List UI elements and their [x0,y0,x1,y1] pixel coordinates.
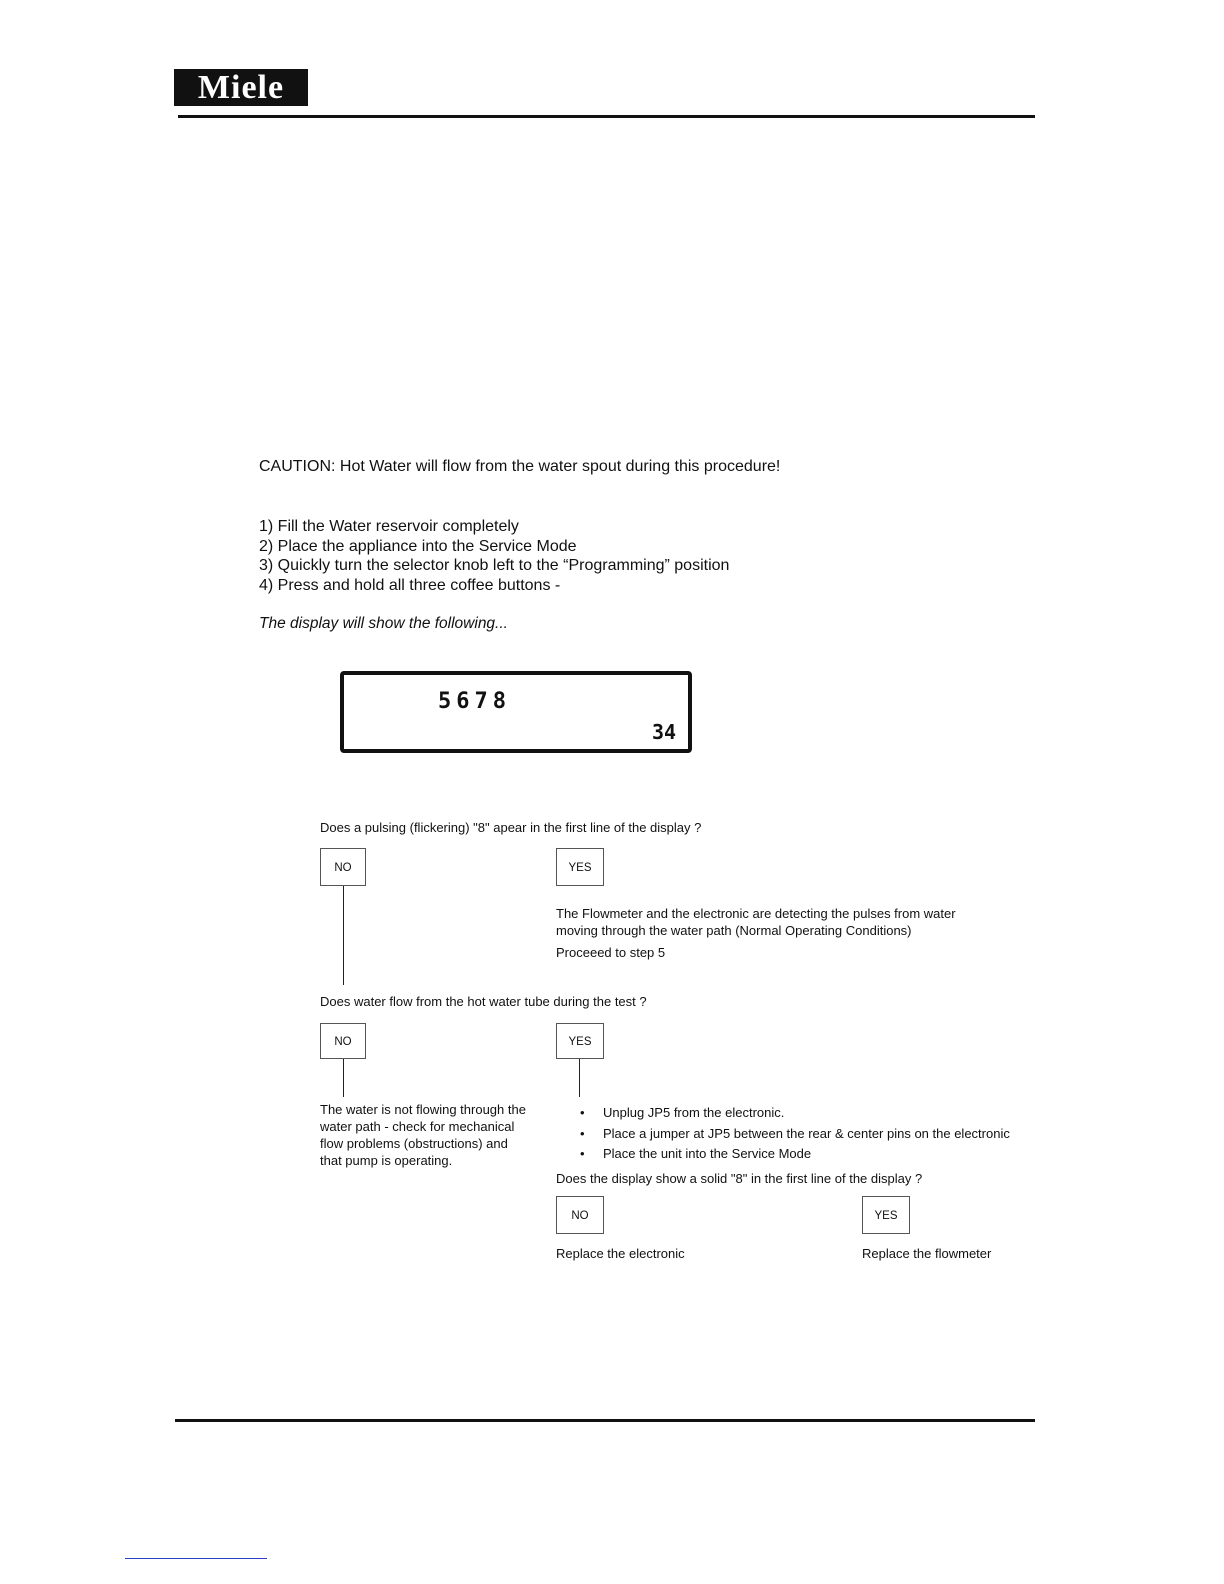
lcd-display [340,671,692,753]
q2-no-connector [343,1059,344,1097]
q2-yes-box: YES [556,1023,604,1059]
display-note: The display will show the following... [259,615,508,632]
q1-no-connector [343,886,344,985]
q2-no-box: NO [320,1023,366,1059]
footer-link-underline[interactable] [125,1558,267,1559]
action-item: • Unplug JP5 from the electronic. [556,1103,1010,1124]
action-item: • Place the unit into the Service Mode [556,1144,1010,1165]
q1-yes-result-3: Proceeed to step 5 [556,945,666,960]
question-2: Does water flow from the hot water tube during the test ? [320,994,647,1009]
q3-no-box: NO [556,1196,604,1234]
step-item: 1) Fill the Water reservoir completely [259,518,519,535]
question-1: Does a pulsing (flickering) "8" apear in the first line of the display ? [320,820,702,835]
action-item: • Place a jumper at JP5 between the rear & center pins on the electronic [556,1124,1010,1145]
q3-no-result: Replace the electronic [556,1246,685,1261]
header-rule [178,115,1035,118]
q2-no-result: The water is not flowing through the water path - check for mechanical flow problems (obstructions) and that pump is operating. [320,1102,526,1168]
question-3: Does the display show a solid "8" in the first line of the display ? [556,1171,923,1186]
lcd-line-1: 5678 [438,689,511,714]
q2-yes-connector [579,1059,580,1097]
lcd-line-2: 34 [652,720,677,744]
q1-no-box: NO [320,848,366,886]
procedure-steps [259,517,729,595]
step-item: 4) Press and hold all three coffee buttons - [259,576,561,594]
caution-text: CAUTION: Hot Water will flow from the water spout during this procedure! [259,458,781,475]
q3-yes-box: YES [862,1196,910,1234]
q1-yes-result-2: moving through the water path (Normal Operating Conditions) [556,923,912,938]
step-item: 2) Place the appliance into the Service Mode [259,537,577,555]
footer-rule [175,1419,1035,1422]
miele-logo: Miele [174,69,308,106]
q1-yes-box: YES [556,848,604,886]
q1-yes-result-1: The Flowmeter and the electronic are detecting the pulses from water [556,906,956,921]
q2-yes-actions [556,1103,1010,1165]
q3-yes-result: Replace the flowmeter [862,1246,992,1261]
step-item: 3) Quickly turn the selector knob left to the “Programming” position [259,557,730,574]
